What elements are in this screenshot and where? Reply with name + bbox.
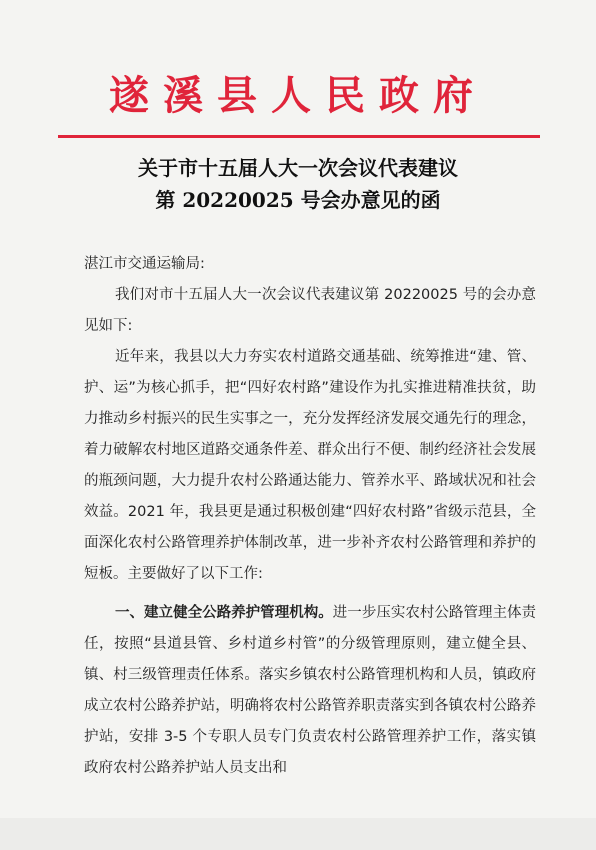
paragraph-item-1 [84,598,536,784]
issuing-authority-header: 遂溪县人民政府 [109,72,487,119]
paragraph-background: 近年来，我县以大力夯实农村道路交通基础、统筹推进“建、管、护、运”为核心抓手，把“四好农村路”建设作为扎实推进精准扶贫，助力推动乡村振兴的民生实事之一，充分发挥经济发展交通先行的理念，着力破解农村地区道路交通条件差、群众出行不便、制约经济社会发展的瓶颈问题，大力提升农村公路通达能力、管养水平、路域状况和社会效益。2021 年，我县更是通过积极创建“四好农村路”省级示范县，全面深化农村公路管理养护体制改革，进一步补齐农村公路管理和养护的短板。主要做好了以下工作: [84,349,536,582]
item-1-text: 进一步压实农村公路管理主体责任，按照“县道县管、乡村道乡村管”的分级管理原则，建立健全县、镇、村三级管理责任体系。落实乡镇农村公路管理机构和人员，镇政府成立农村公路养护站，明确将农村公路管养职责落实到各镇农村公路养护站，安排 3-5 个专职人员专门负责农村公路管理养护工作，落实镇政府农村公路养护站人员支出和 [84,605,537,776]
page-bottom-edge [0,818,596,850]
document-title-line-2: 第 20220025 号会办意见的函 [155,188,441,212]
salutation: 湛江市交通运输局: [84,256,205,272]
header-red-rule [58,135,540,138]
document-title-line-1: 关于市十五届人大一次会议代表建议 [138,156,458,180]
item-1-heading: 一、建立健全公路养护管理机构。 [115,605,333,621]
paragraph-intro: 我们对市十五届人大一次会议代表建议第 20220025 号的会办意见如下: [84,287,536,334]
